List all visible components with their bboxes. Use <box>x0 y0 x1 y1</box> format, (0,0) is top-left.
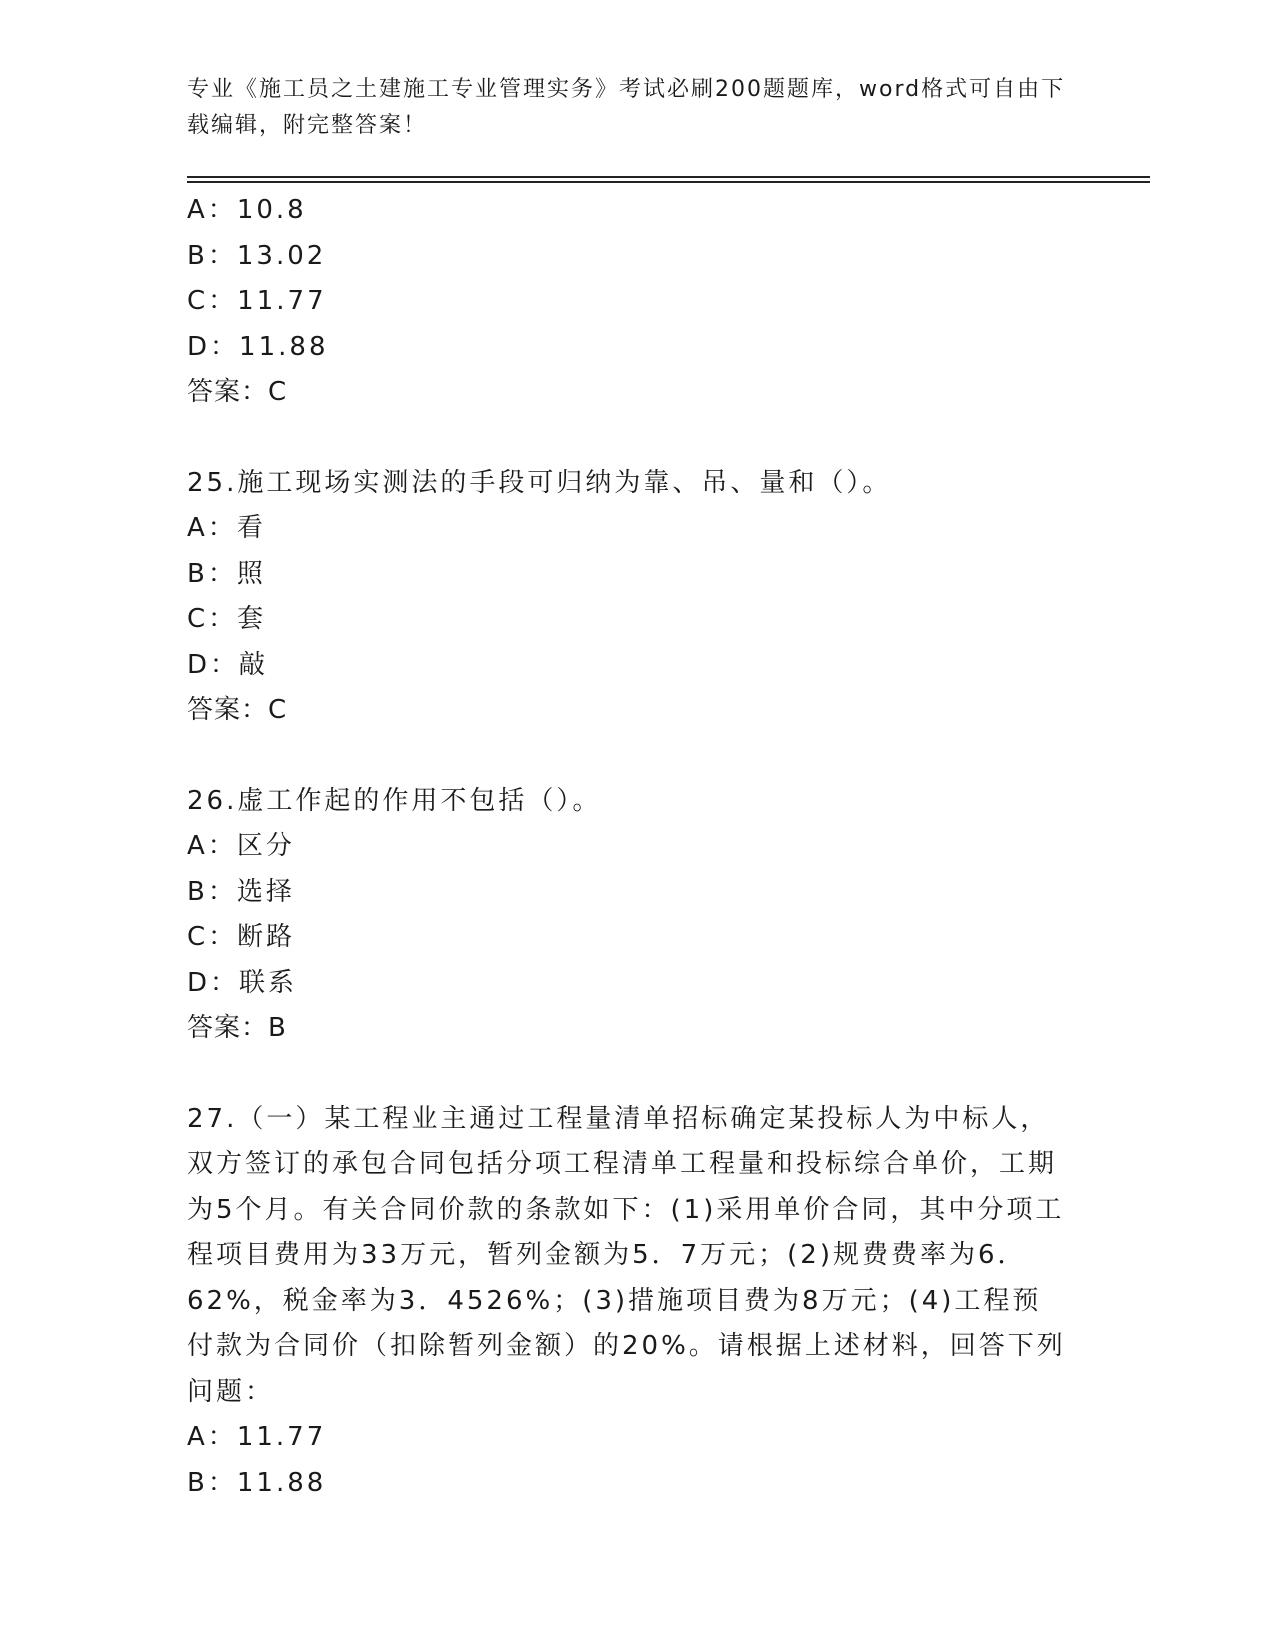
option-b: B：照 <box>187 558 266 589</box>
question-stem: 25.施工现场实测法的手段可归纳为靠、吊、量和（）。 <box>187 467 892 498</box>
option-label: C <box>187 286 209 316</box>
option-text: 10.8 <box>236 195 307 225</box>
option-label: A <box>187 1422 208 1452</box>
option-text: 照 <box>236 558 266 589</box>
question-block <box>187 779 1087 1052</box>
option-d: D：联系 <box>187 967 298 998</box>
option-a: A：区分 <box>187 831 295 861</box>
question-stem: 26.虚工作起的作用不包括（）。 <box>187 785 602 816</box>
option-text: 11.77 <box>236 1422 327 1452</box>
option-d: D：11.88 <box>187 331 329 362</box>
option-text: 选择 <box>236 876 295 907</box>
option-text: 11.77 <box>237 286 327 316</box>
option-c: C：套 <box>187 604 267 634</box>
option-text: 断路 <box>237 922 296 952</box>
option-c: C：11.77 <box>187 286 327 316</box>
option-text: 联系 <box>239 967 298 998</box>
option-a: A：10.8 <box>187 195 307 225</box>
page-header: 专业《施工员之土建施工专业管理实务》考试必刷200题题库，word格式可自由下载编辑，附完整答案！ <box>187 77 1066 138</box>
question-block-continued <box>187 188 1087 416</box>
option-text: 敲 <box>239 649 269 680</box>
option-label: A <box>187 513 208 543</box>
header-rule-top <box>187 176 1150 178</box>
question-list <box>187 188 1087 1506</box>
answer-line: 答案：B <box>187 1013 287 1043</box>
option-label: B <box>187 558 208 589</box>
header-rule-bottom <box>187 181 1150 183</box>
option-d: D：敲 <box>187 649 269 680</box>
option-label: A <box>187 195 208 225</box>
option-label: B <box>187 876 208 907</box>
option-text: 11.88 <box>239 331 329 362</box>
option-label: A <box>187 831 208 861</box>
option-a: A：看 <box>187 513 266 543</box>
option-a: A：11.77 <box>187 1422 327 1452</box>
option-label: C <box>187 922 209 952</box>
option-text: 区分 <box>236 831 295 861</box>
option-b: B：11.88 <box>187 1467 327 1498</box>
option-label: D <box>187 331 211 362</box>
answer-line: 答案：C <box>187 695 288 725</box>
question-stem: 27.（一）某工程业主通过工程量清单招标确定某投标人为中标人，双方签订的承包合同包括分项工程清单工程量和投标综合单价，工期为5个月。有关合同价款的条款如下：(1)采用单价合同，其中分项工程项目费用为33万元，暂列金额为5．7万元；(2)规费费率为6．62%，税金率为3．4526%；(3)措施项目费为8万元；(4)工程预付款为合同价（扣除暂列金额）的20%。请根据上述材料，回答下列问题： <box>187 1103 1066 1407</box>
option-b: B：13.02 <box>187 240 327 271</box>
option-text: 13.02 <box>236 240 327 271</box>
option-label: C <box>187 604 209 634</box>
option-label: B <box>187 1467 208 1498</box>
option-text: 套 <box>237 604 267 634</box>
option-text: 看 <box>236 513 266 543</box>
option-text: 11.88 <box>236 1467 327 1498</box>
option-b: B：选择 <box>187 876 295 907</box>
option-label: B <box>187 240 208 271</box>
option-label: D <box>187 649 211 680</box>
answer-line: 答案：C <box>187 377 288 407</box>
question-block <box>187 1097 1087 1507</box>
option-label: D <box>187 967 211 998</box>
option-c: C：断路 <box>187 922 296 952</box>
question-block <box>187 461 1087 734</box>
